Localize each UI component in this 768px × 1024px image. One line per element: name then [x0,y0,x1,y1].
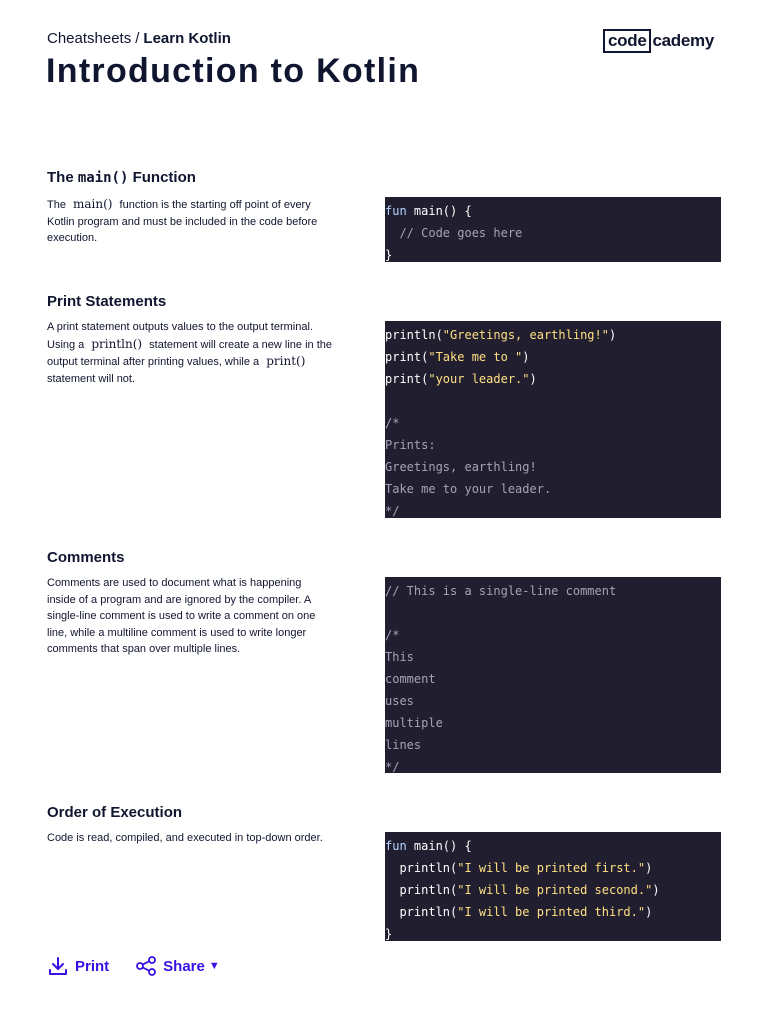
breadcrumb-current[interactable]: Learn Kotlin [143,30,231,47]
desc-text: Using a [47,338,88,351]
code-text: ) [645,861,653,875]
code-string: "I will be printed second." [457,883,653,897]
share-icon [135,955,157,977]
code-line [385,324,721,346]
code-text: ) [522,350,530,364]
code-line: } [385,248,393,262]
code-line [385,368,721,390]
code-keyword: fun [385,204,407,218]
code-text: ) [529,372,537,386]
code-line: // Code goes here [385,226,523,240]
code-line: /* [385,628,400,642]
action-bar [47,955,220,977]
title-text: The [47,169,78,186]
caret-down-icon: ▼ [208,960,220,972]
section-title-order-of-execution: Order of Execution [47,804,183,821]
logo-code-box: code [603,29,651,53]
breadcrumb-separator: / [135,30,140,47]
print-button[interactable] [47,955,109,977]
code-line: Greetings, earthling! [385,460,537,474]
code-text: println( [385,883,458,897]
code-line: /* [385,416,400,430]
code-line: */ [385,504,400,518]
inline-code: print() [266,354,306,368]
code-line: lines [385,738,422,752]
code-text: println( [385,861,458,875]
code-line: Take me to your leader. [385,482,552,496]
download-icon [47,955,69,977]
code-text: print( [385,372,429,386]
code-keyword: fun [385,839,407,853]
desc-text: The [47,199,70,211]
title-code: main() [77,170,129,186]
code-block-order-of-execution [385,832,721,941]
code-line: // This is a single-line comment [385,584,617,598]
code-line-blank [385,390,721,412]
code-line: Prints: [385,438,436,452]
code-line: */ [385,760,400,774]
code-text: ) [608,328,617,342]
logo-rest: cademy [652,31,715,50]
code-string: "I will be printed third." [457,905,646,919]
code-line [385,857,721,879]
section-desc-comments: Comments are used to document what is happening inside of a program and are ignored by the compiler. A single-line comment is used to write a comment on one line, while a multiline comment is used to write longer comments that span over multiple lines. [47,577,316,655]
desc-paragraph [47,336,332,388]
codecademy-logo[interactable] [603,29,714,53]
section-title-main-function [47,169,196,186]
code-text: println( [385,328,443,342]
code-text: main() { [406,839,472,853]
desc-text: A print statement outputs values to the output terminal. [47,321,313,333]
code-line: uses [385,694,414,708]
breadcrumb [47,30,231,47]
code-block-print-statements [385,321,721,518]
desc-text: function is the starting off point of every Kotlin program and must be included in the code before execution. [47,199,318,244]
inline-code: main() [73,197,113,211]
breadcrumb-cheatsheets-link[interactable]: Cheatsheets [47,30,132,47]
code-line [385,835,721,857]
code-text: ) [645,905,653,919]
section-title-comments: Comments [47,549,125,566]
code-string: "I will be printed first." [457,861,646,875]
print-label: Print [75,957,110,975]
code-line [385,901,721,923]
code-line [385,879,721,901]
section-desc-main-function [47,196,332,247]
section-desc-print-statements [47,319,332,387]
code-line [385,200,721,222]
code-line: multiple [385,716,443,730]
code-line [385,346,721,368]
code-line: comment [385,672,436,686]
page-title: Introduction to Kotlin [46,52,421,90]
share-label: Share [163,957,205,975]
code-text: println( [385,905,458,919]
section-title-print-statements: Print Statements [47,293,167,310]
code-block-comments [385,577,721,773]
code-line-blank [385,602,721,624]
section-desc-order-of-execution: Code is read, compiled, and executed in top-down order. [47,832,323,844]
desc-text: statement will create a new line in the output terminal after printing values, while a [47,338,332,368]
inline-code: println() [91,336,143,351]
code-text: ) [652,883,660,897]
title-text: Function [128,169,196,186]
code-string: "Greetings, earthling!" [442,328,609,342]
code-string: "Take me to " [428,350,523,364]
code-line: } [385,927,393,941]
code-text: print( [385,350,429,364]
share-button[interactable] [135,955,220,977]
code-line: This [385,650,414,664]
code-text: main() { [406,204,472,218]
code-string: "your leader." [428,372,530,386]
desc-text: statement will not. [47,372,136,385]
code-block-main-function [385,197,721,262]
